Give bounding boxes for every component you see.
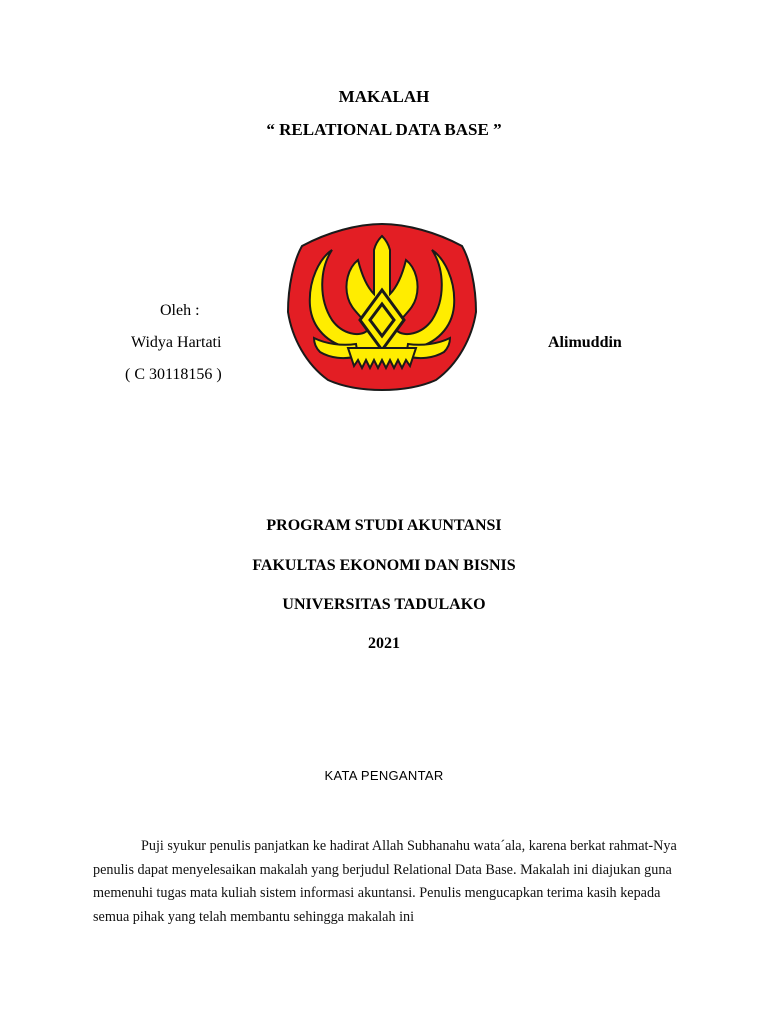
section-heading: KATA PENGANTAR bbox=[324, 768, 444, 783]
institution-year: 2021 bbox=[368, 635, 400, 652]
institution-line: UNIVERSITAS TADULAKO bbox=[282, 596, 486, 613]
author-name-2: Alimuddin bbox=[548, 334, 622, 351]
paragraph-line: mengucapkan terima kasih kepada semua pihak yang telah membantu sehingga makalah ini bbox=[93, 885, 661, 925]
author-student-id: ( C 30118156 ) bbox=[125, 366, 222, 383]
paragraph-line: rahmat-Nya penulis dapat menyelesaikan makalah yang berjudul Relational Data Base. bbox=[93, 838, 677, 878]
document-subtitle: “ RELATIONAL DATA BASE ” bbox=[266, 120, 502, 139]
paragraph-line: Makalah ini diajukan guna memenuhi tugas mata kuliah sistem informasi akuntansi. Penulis bbox=[93, 861, 672, 902]
byline-label: Oleh : bbox=[160, 302, 200, 319]
author-name: Widya Hartati bbox=[131, 334, 222, 351]
document-title: MAKALAH bbox=[338, 87, 430, 106]
paragraph-line: Puji syukur penulis panjatkan ke hadirat Allah Subhanahu wata´ala, karena berkat bbox=[141, 838, 606, 854]
university-emblem-icon bbox=[286, 220, 478, 392]
institution-line: FAKULTAS EKONOMI DAN BISNIS bbox=[252, 557, 516, 574]
institution-line: PROGRAM STUDI AKUNTANSI bbox=[266, 517, 502, 534]
preface-paragraph bbox=[93, 835, 683, 929]
